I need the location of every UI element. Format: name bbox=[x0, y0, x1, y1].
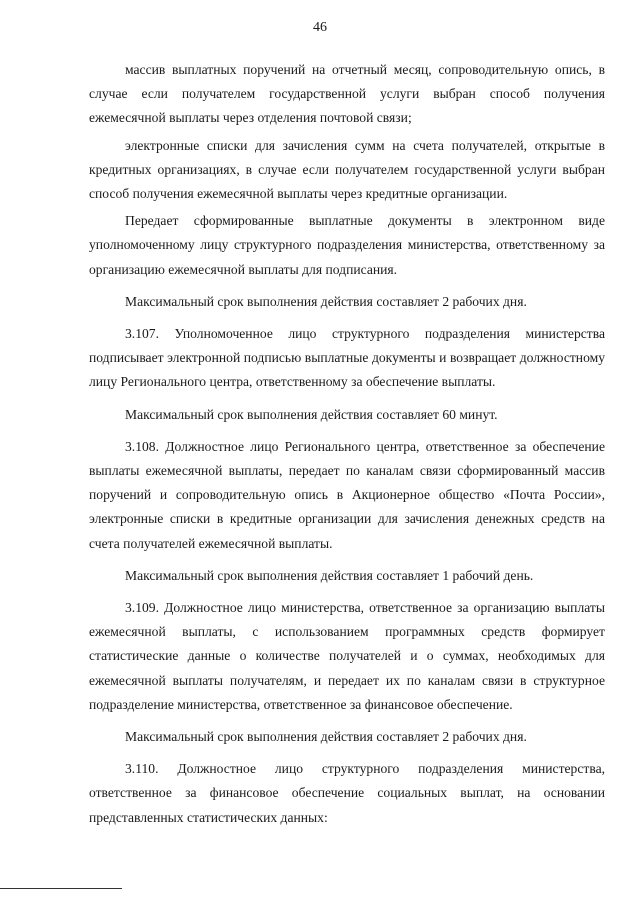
paragraph-max-term-1: Максимальный срок выполнения действия составляет 2 рабочих дня. bbox=[125, 293, 527, 309]
paragraph-3-107: 3.107. Уполномоченное лицо структурного подразделения министерства подписывает электронной подписью выплатные документы и возвращает должностному лицу Регионального центра, ответственному за обеспечение выплаты. bbox=[89, 326, 605, 390]
paragraph-max-term-4: Максимальный срок выполнения действия составляет 2 рабочих дня. bbox=[125, 729, 527, 745]
document-body bbox=[89, 58, 605, 830]
paragraph-3-110: 3.110. Должностное лицо структурного подразделения министерства, ответственное за финансовое обеспечение социальных выплат, на основании представленных статистических данных: bbox=[89, 761, 605, 825]
paragraph-3-109: 3.109. Должностное лицо министерства, ответственное за организацию выплаты ежемесячной выплаты, с использованием программных средств формирует статистические данные о количестве получателей и о суммах, необходимых для ежемесячной выплаты получателям, и передает их по каналам связи в структурное подразделение министерства, ответственное за финансовое обеспечение. bbox=[89, 600, 605, 712]
paragraph-transfer-documents: Передает сформированные выплатные документы в электронном виде уполномоченному лицу структурного подразделения министерства, ответственному за организацию ежемесячной выплаты для подписания. bbox=[89, 213, 605, 277]
paragraph-electronic-lists: электронные списки для зачисления сумм на счета получателей, открытые в кредитных организациях, в случае если получателем государственной услуги выбран способ получения ежемесячной выплаты через кредитные организации. bbox=[89, 137, 605, 202]
paragraph-max-term-3: Максимальный срок выполнения действия составляет 1 рабочий день. bbox=[125, 567, 534, 583]
footnote-separator bbox=[0, 888, 122, 889]
paragraph-3-108: 3.108. Должностное лицо Регионального центра, ответственное за обеспечение выплаты ежемесячной выплаты, передает по каналам связи сформированный массив поручений и сопроводительную опись в Акционерное общество «Почта России», электронные списки в кредитные организации для зачисления денежных средств на счета получателей ежемесячной выплаты. bbox=[89, 438, 605, 551]
paragraph-payment-orders: массив выплатных поручений на отчетный месяц, сопроводительную опись, в случае если получателем государственной услуги выбран способ получения ежемесячной выплаты через отделения почтовой связи; bbox=[89, 62, 605, 126]
paragraph-max-term-2: Максимальный срок выполнения действия составляет 60 минут. bbox=[125, 406, 498, 422]
page-number: 46 bbox=[313, 20, 327, 35]
